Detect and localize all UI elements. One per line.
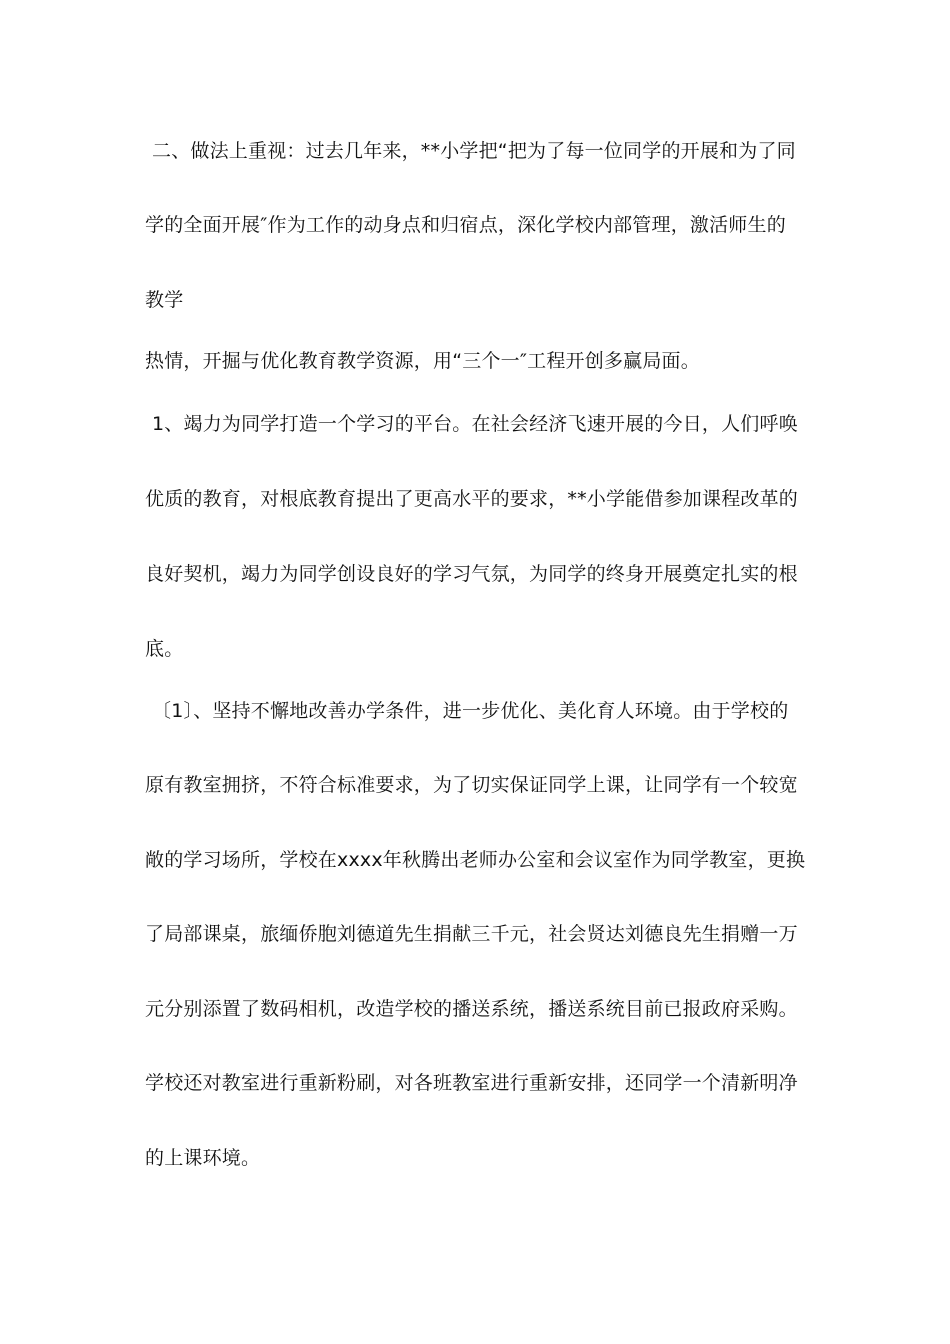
paragraph-line: 学的全面开展″作为工作的动身点和归宿点，深化学校内部管理，激活师生的 bbox=[145, 214, 786, 236]
paragraph-line: 热情，开掘与优化教育教学资源，用“三个一″工程开创多赢局面。 bbox=[145, 350, 700, 372]
paragraph-line: 二、做法上重视：过去几年来，**小学把“把为了每一位同学的开展和为了同 bbox=[152, 140, 796, 162]
paragraph-line: 优质的教育，对根底教育提出了更高水平的要求，**小学能借参加课程改革的 bbox=[145, 488, 799, 510]
paragraph-line: 教学 bbox=[145, 289, 184, 311]
paragraph-line: 原有教室拥挤，不符合标准要求，为了切实保证同学上课，让同学有一个较宽 bbox=[145, 774, 798, 796]
paragraph-line: 1、竭力为同学打造一个学习的平台。在社会经济飞速开展的今日，人们呼唤 bbox=[152, 413, 798, 435]
paragraph-line: 了局部课桌，旅缅侨胞刘德道先生捐献三千元，社会贤达刘德良先生捐赠一万 bbox=[145, 923, 798, 945]
paragraph-line: 元分别添置了数码相机，改造学校的播送系统，播送系统目前已报政府采购。 bbox=[145, 998, 798, 1020]
paragraph-line: 敞的学习场所，学校在xxxx年秋腾出老师办公室和会议室作为同学教室，更换 bbox=[145, 849, 806, 871]
paragraph-line: 良好契机，竭力为同学创设良好的学习气氛，为同学的终身开展奠定扎实的根 bbox=[145, 563, 798, 585]
paragraph-line: 底。 bbox=[145, 638, 184, 660]
paragraph-line: 〔1〕、坚持不懈地改善办学条件，进一步优化、美化育人环境。由于学校的 bbox=[152, 700, 789, 722]
paragraph-line: 学校还对教室进行重新粉刷，对各班教室进行重新安排，还同学一个清新明净 bbox=[145, 1072, 798, 1094]
paragraph-line: 的上课环境。 bbox=[145, 1147, 261, 1169]
